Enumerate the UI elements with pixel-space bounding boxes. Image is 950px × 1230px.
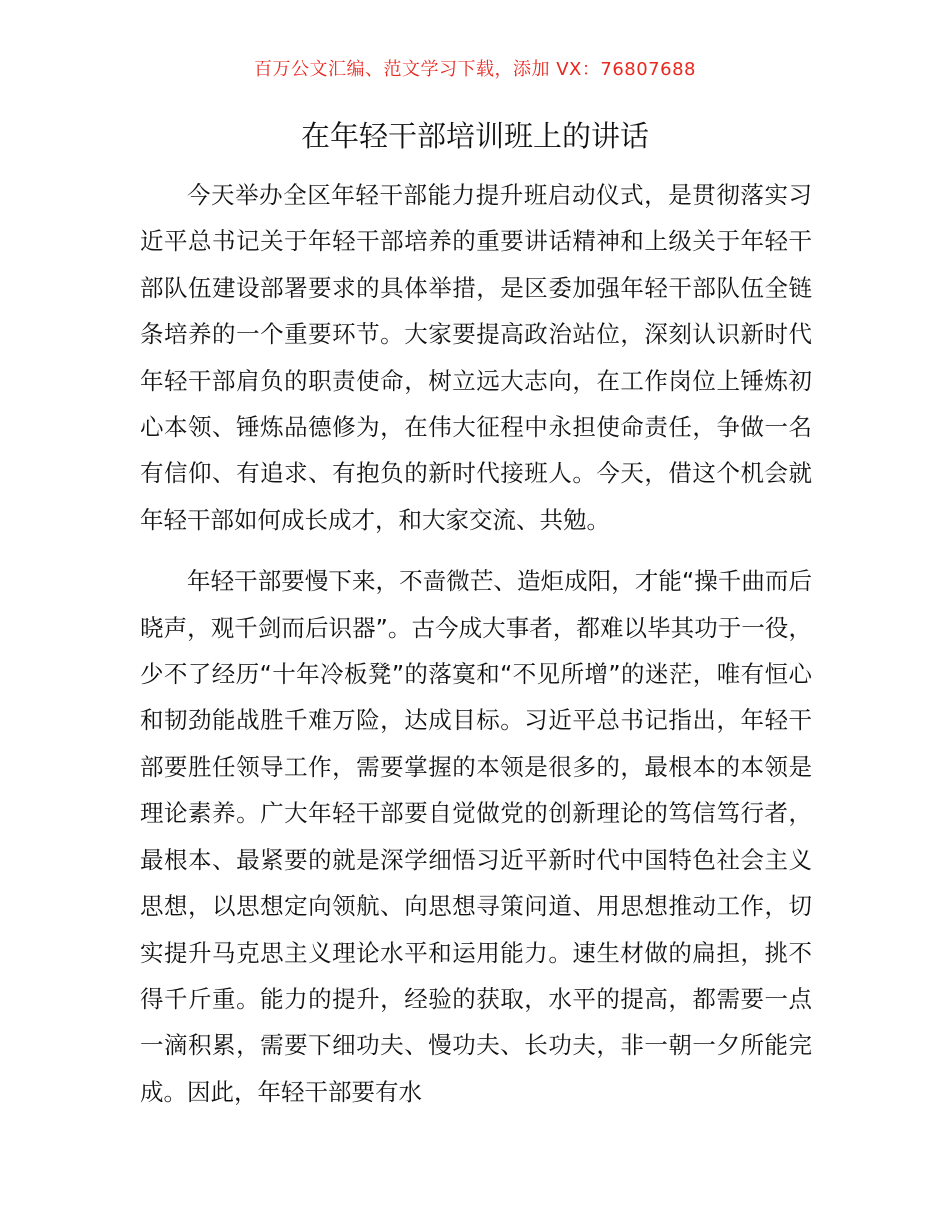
paragraph-2: 年轻干部要慢下来，不啬微芒、造炬成阳，才能“操千曲而后晓声，观千剑而后识器”。古今成大事者，都难以毕其功于一役，少不了经历“十年冷板凳”的落寞和“不见所增”的迷茫，唯有恒心和韧劲能战胜千难万险，达成目标。习近平总书记指出，年轻干部要胜任领导工作，需要掌握的本领是很多的，最根本的本领是理论素养。广大年轻干部要自觉做党的创新理论的笃信笃行者，最根本、最紧要的就是深学细悟习近平新时代中国特色社会主义思想，以思想定向领航、向思想寻策问道、用思想推动工作，切实提升马克思主义理论水平和运用能力。速生材做的扁担，挑不得千斤重。能力的提升，经验的获取，水平的提高，都需要一点一滴积累，需要下细功夫、慢功夫、长功夫，非一朝一夕所能完成。因此，年轻干部要有水 (140, 567, 812, 1106)
document-title: 在年轻干部培训班上的讲话 (300, 119, 649, 153)
paragraph-1: 今天举办全区年轻干部能力提升班启动仪式，是贯彻落实习近平总书记关于年轻干部培养的重要讲话精神和上级关于年轻干部队伍建设部署要求的具体举措，是区委加强年轻干部队伍全链条培养的一个重要环节。大家要提高政治站位，深刻认识新时代年轻干部肩负的职责使命，树立远大志向，在工作岗位上锤炼初心本领、锤炼品德修为，在伟大征程中永担使命责任，争做一名有信仰、有追求、有抱负的新时代接班人。今天，借这个机会就年轻干部如何成长成才，和大家交流、共勉。 (140, 181, 812, 534)
header-banner: 百万公文汇编、范文学习下载，添加 VX：76807688 (254, 59, 696, 80)
document-body (140, 172, 812, 1115)
